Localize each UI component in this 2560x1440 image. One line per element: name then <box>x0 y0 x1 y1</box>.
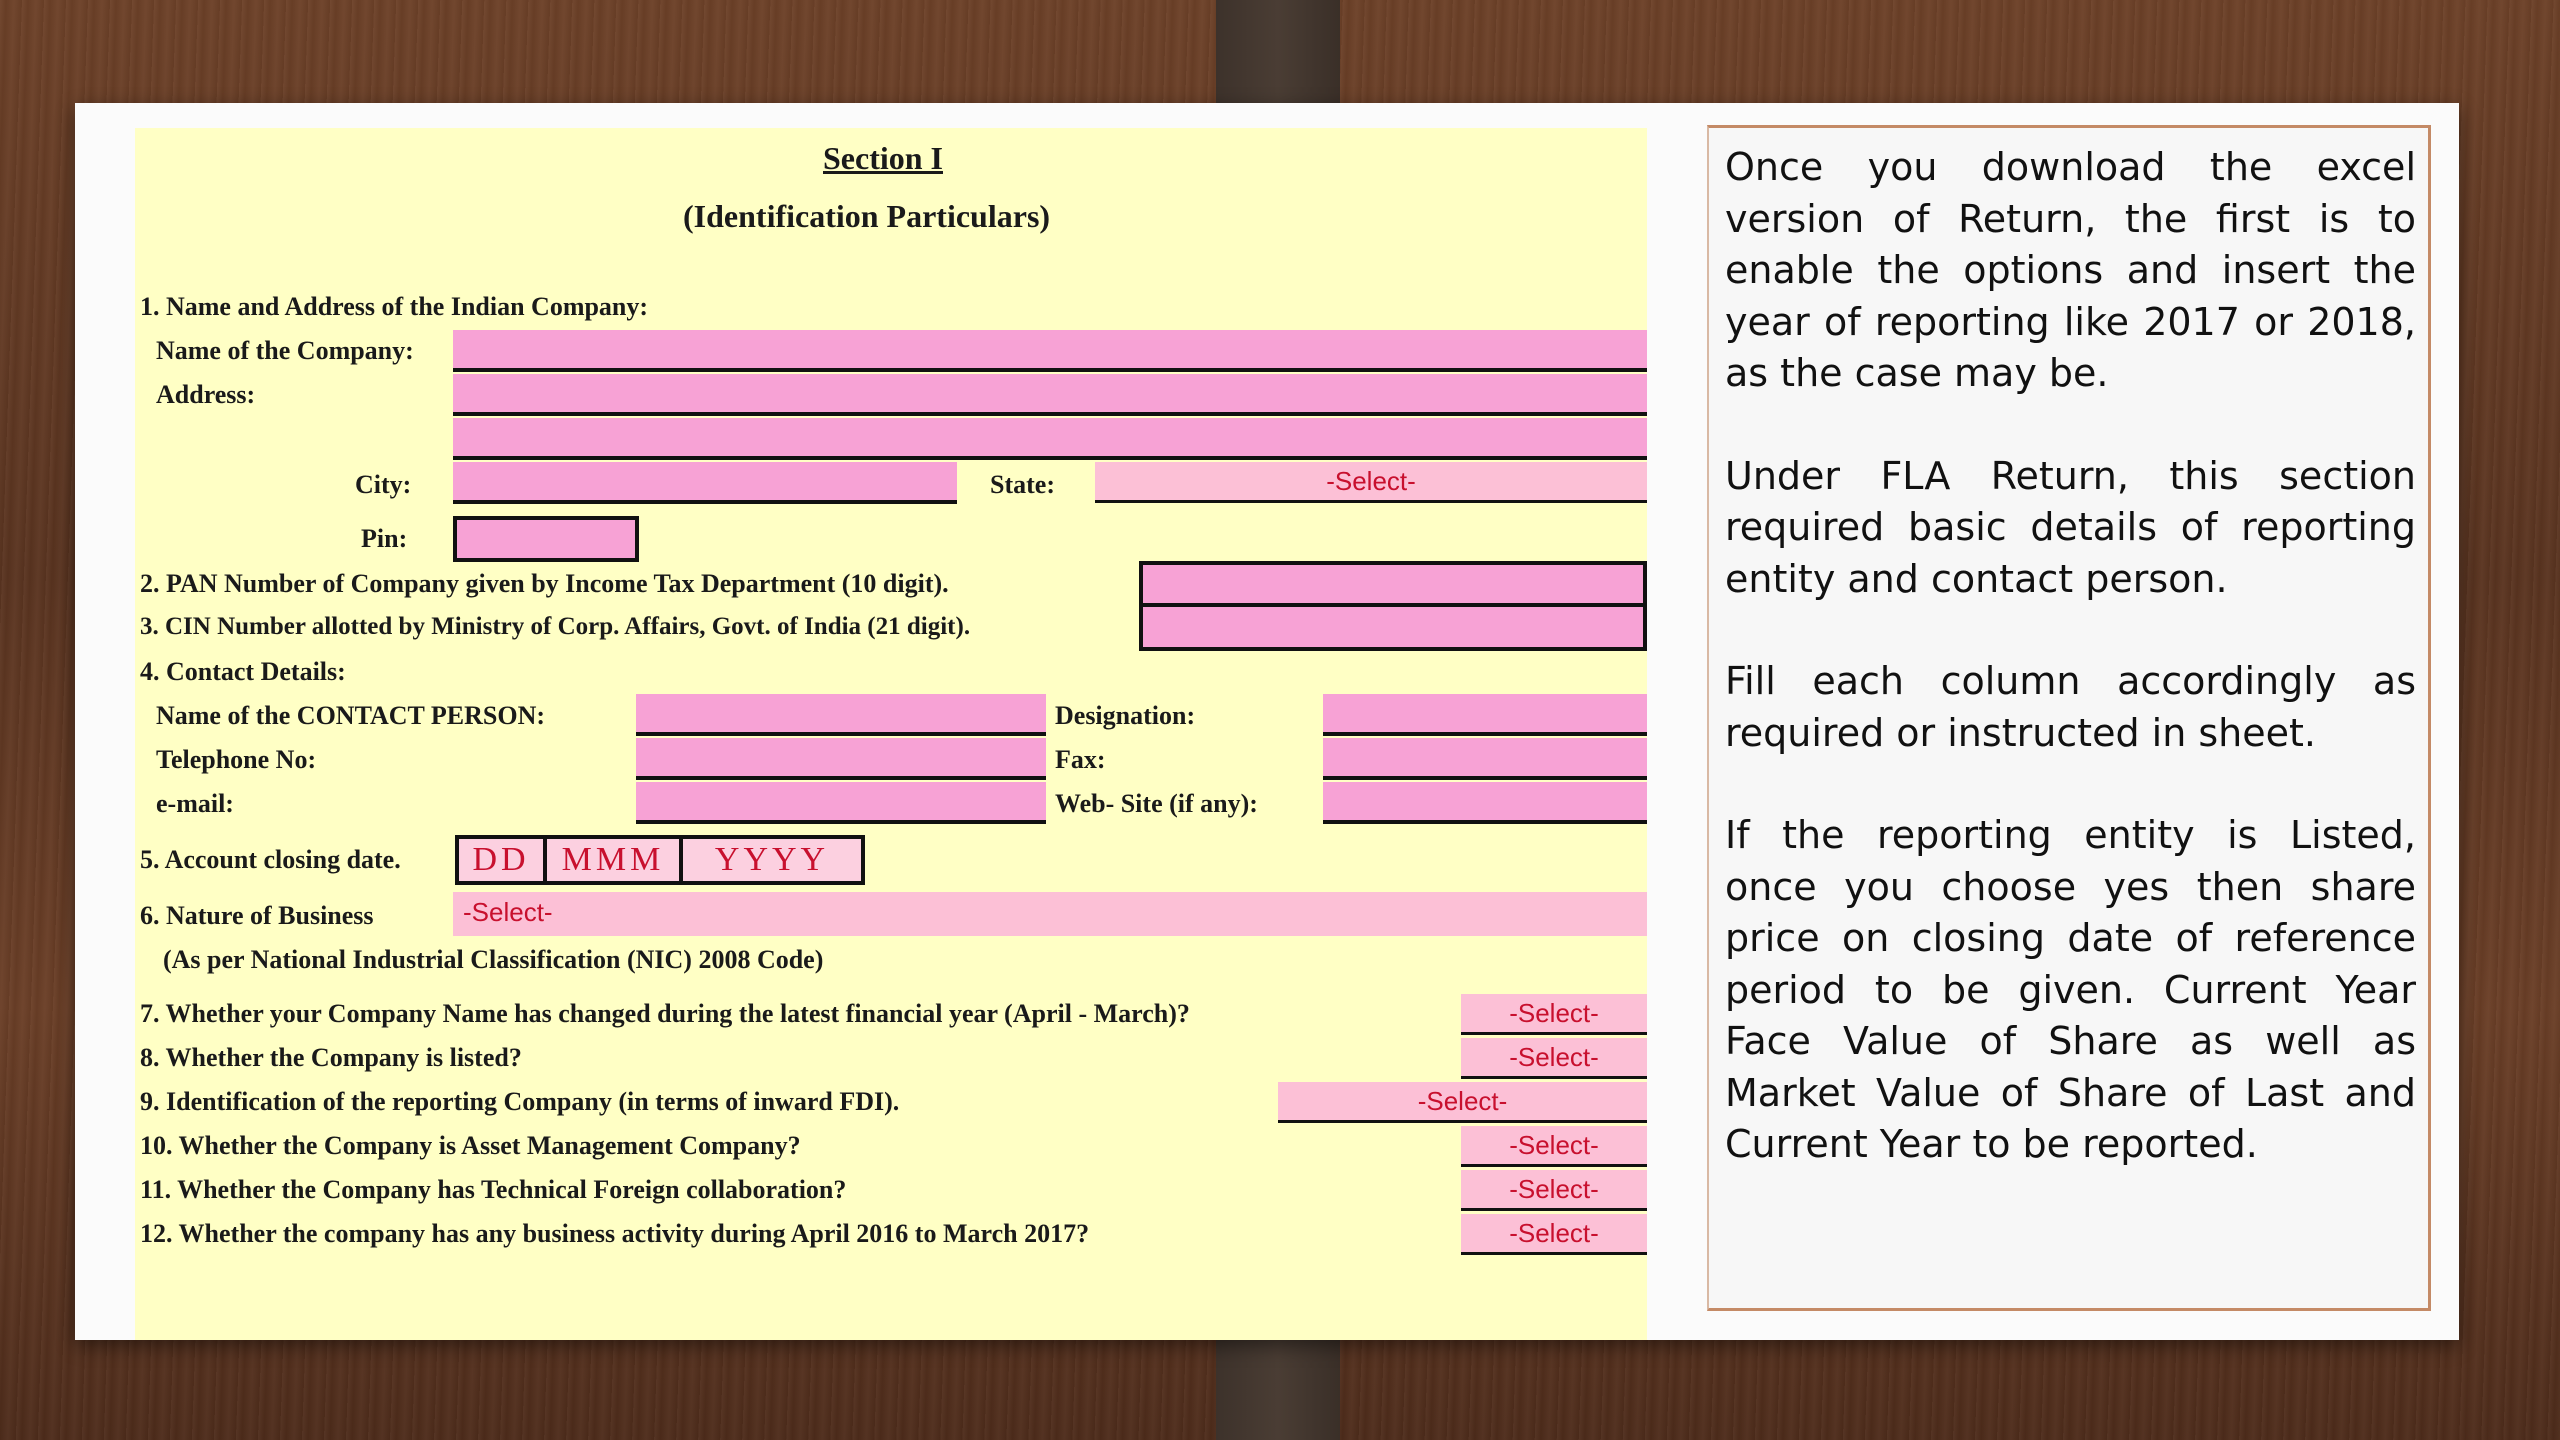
website-field[interactable] <box>1323 782 1647 824</box>
telephone-field[interactable] <box>636 738 1046 780</box>
contact-person-label: Name of the CONTACT PERSON: <box>156 701 546 730</box>
q11-select[interactable]: -Select- <box>1461 1170 1647 1211</box>
section-title: Section I <box>823 140 943 176</box>
question-11: 11. Whether the Company has Technical Foreign collaboration? <box>140 1175 847 1204</box>
city-field[interactable] <box>453 462 957 504</box>
address-field-line-1[interactable] <box>453 374 1647 416</box>
q7-select[interactable]: -Select- <box>1461 994 1647 1035</box>
company-name-field[interactable] <box>453 330 1647 372</box>
question-9: 9. Identification of the reporting Company (in terms of inward FDI). <box>140 1087 900 1116</box>
form-panel <box>135 128 1647 1340</box>
notes-panel <box>1707 125 2431 1311</box>
question-12: 12. Whether the company has any business activity during April 2016 to March 2017? <box>140 1219 1090 1248</box>
question-8: 8. Whether the Company is listed? <box>140 1043 522 1072</box>
question-3: 3. CIN Number allotted by Ministry of Corp. Affairs, Govt. of India (21 digit). <box>140 613 971 640</box>
designation-label: Designation: <box>1055 701 1196 730</box>
binder-strap-top <box>1216 0 1340 108</box>
address-label: Address: <box>156 380 256 409</box>
q9-select[interactable]: -Select- <box>1278 1082 1647 1123</box>
question-5: 5. Account closing date. <box>140 845 401 874</box>
company-name-label: Name of the Company: <box>156 336 414 365</box>
pin-label: Pin: <box>361 524 408 553</box>
question-1: 1. Name and Address of the Indian Company: <box>140 292 649 321</box>
pan-cin-divider <box>1139 603 1647 607</box>
email-label: e-mail: <box>156 789 234 818</box>
city-label: City: <box>355 470 412 499</box>
website-label: Web- Site (if any): <box>1055 789 1258 818</box>
contact-person-field[interactable] <box>636 694 1046 736</box>
note-paragraph-4: If the reporting entity is Listed, once you choose yes then share price on closing date of reference period to be given. Current Year Face Value of Share as well as Market Value of Share of Last and Current Year to be reported. <box>1725 813 2416 1166</box>
nic-note: (As per National Industrial Classification (NIC) 2008 Code) <box>163 945 824 974</box>
q8-select[interactable]: -Select- <box>1461 1038 1647 1079</box>
nature-of-business-select[interactable]: -Select- <box>453 892 1647 936</box>
date-month-field[interactable]: MMM <box>543 835 683 885</box>
question-2: 2. PAN Number of Company given by Income Tax Department (10 digit). <box>140 569 949 598</box>
date-year-field[interactable]: YYYY <box>679 835 865 885</box>
designation-field[interactable] <box>1323 694 1647 736</box>
fax-field[interactable] <box>1323 738 1647 780</box>
question-7: 7. Whether your Company Name has changed during the latest financial year (April - March)? <box>140 999 1190 1028</box>
note-paragraph-3: Fill each column accordingly as required or instructed in sheet. <box>1725 659 2416 755</box>
address-field-line-2[interactable] <box>453 418 1647 460</box>
telephone-label: Telephone No: <box>156 745 317 774</box>
fax-label: Fax: <box>1055 745 1106 774</box>
date-day-field[interactable]: DD <box>455 835 547 885</box>
state-select[interactable]: -Select- <box>1095 462 1647 503</box>
question-6: 6. Nature of Business <box>140 901 374 930</box>
state-label: State: <box>990 470 1055 499</box>
note-paragraph-2: Under FLA Return, this section required basic details of reporting entity and contact person. <box>1725 453 2416 601</box>
pin-field[interactable] <box>453 516 639 562</box>
question-10: 10. Whether the Company is Asset Management Company? <box>140 1131 801 1160</box>
q12-select[interactable]: -Select- <box>1461 1214 1647 1255</box>
email-field[interactable] <box>636 782 1046 824</box>
note-paragraph-1: Once you download the excel version of Return, the first is to enable the options and insert the year of reporting like 2017 or 2018, as the case may be. <box>1725 145 2416 395</box>
section-subtitle: (Identification Particulars) <box>683 198 1051 234</box>
binder-strap-bottom <box>1216 1336 1340 1440</box>
question-4: 4. Contact Details: <box>140 657 346 686</box>
q10-select[interactable]: -Select- <box>1461 1126 1647 1167</box>
